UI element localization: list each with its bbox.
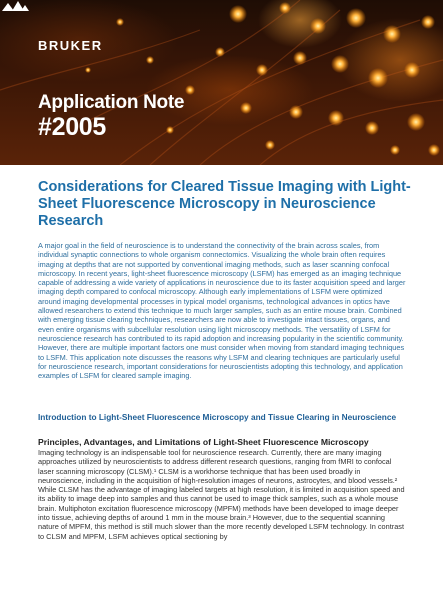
section-heading: Introduction to Light-Sheet Fluorescence Microscopy and Tissue Clearing in Neuroscience <box>38 412 397 422</box>
application-note-label: Application Note <box>38 92 185 113</box>
application-note-number: #2005 <box>38 113 107 141</box>
body-paragraph: Imaging technology is an indispensable tool for neuroscience research. Currently, there are many imaging approaches utilized by neuroscientists to address different research questions, ranging from fMRI to confocal laser scanning microscopy (CLSM).¹ CLSM is a workhorse technique that has been used broadly in neuroscience, including in the acquisition of high-resolution images of neurons, astrocytes, and blood vessels.² While CLSM has the advantage of imaging labeled targets at high resolution, it is limited in acquisition speed and its ability to image deep into samples and thus cannot be used to image thick samples, such as a whole mouse brain. Multiphoton excitation fluorescence microscopy (MPFM) methods have been developed to image deeper into tissue, achieving depths of around 1 mm in the mouse brain.³ However, due to the sequential scanning nature of MPFM, this method is still much slower than the more recently developed LSFM technology. In contrast to CLSM and MPFM, LSFM achieves optical sectioning by <box>38 448 405 541</box>
intro-paragraph: A major goal in the field of neuroscience is to understand the connectivity of the brain across scales, from individual synaptic connections to whole organism connectomics. Visualizing the whole brain often requires imaging at depths that are not supported by conventional imaging methods, such as laser scanning confocal microscopy. In recent years, light-sheet fluorescence microscopy (LSFM) has emerged as an imaging technique capable of addressing a wide variety of applications in neuroscience due to its faster acquisition speed and larger imaging depth compared to confocal microscopy. Although early implementations of LSFM were optimized around imaging developmental processes in typical model organisms, technological advances in optics have allowed researchers to extend this technique to much larger samples, such as an entire mouse brain. Combined with emerging tissue clearing techniques, researchers are now able to investigate intact tissues, organs, and even entire organisms with subcellular resolution using light microscopy methods. The versatility of LSFM for neuroscience research has contributed to its rapid adoption and increasing popularity in the scientific community. However, there are multiple important factors one must consider when moving from standard imaging techniques to LSFM. This application note discusses the reasons why LSFM and clearing techniques are particularly useful for neuroscience research, important considerations for neuroscientists adopting this technology, and application examples of LSFM for cleared sample imaging. <box>38 241 406 381</box>
subsection-heading: Principles, Advantages, and Limitations of Light-Sheet Fluorescence Microscopy <box>38 437 369 447</box>
document-title: Considerations for Cleared Tissue Imaging with Light-Sheet Fluorescence Microscopy in Neuroscience Research <box>38 179 411 229</box>
bruker-logo: BRUKER <box>38 38 103 53</box>
bruker-logo-mark <box>0 0 30 12</box>
header-banner <box>0 0 443 165</box>
